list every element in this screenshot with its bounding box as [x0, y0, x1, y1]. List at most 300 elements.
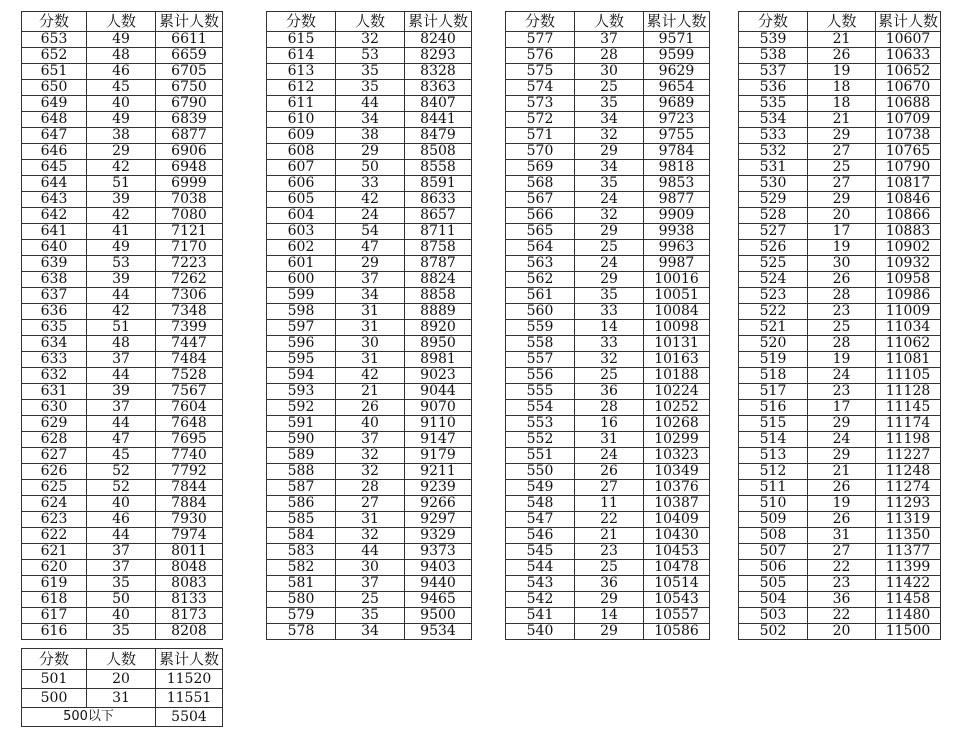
- table-row: [22, 288, 223, 304]
- table-row: [267, 128, 472, 144]
- score-cell: 648: [22, 112, 87, 128]
- cumulative-cell: 10846: [876, 192, 941, 208]
- count-cell: 34: [575, 112, 644, 128]
- cumulative-cell: 11399: [876, 560, 941, 576]
- count-cell: 29: [575, 144, 644, 160]
- table-body: [506, 32, 710, 640]
- below-500-label: 500以下: [22, 708, 156, 727]
- score-cell: 551: [506, 448, 575, 464]
- count-cell: 27: [575, 480, 644, 496]
- table-row: [506, 272, 710, 288]
- table-row: [506, 400, 710, 416]
- score-cell: 593: [267, 384, 336, 400]
- score-cell: 604: [267, 208, 336, 224]
- score-cell: 582: [267, 560, 336, 576]
- score-cell: 622: [22, 528, 87, 544]
- table-row: [739, 112, 941, 128]
- score-cell: 527: [739, 224, 808, 240]
- cumulative-cell: 9629: [644, 64, 710, 80]
- count-cell: 32: [336, 528, 405, 544]
- table-row: [739, 544, 941, 560]
- table-row: [22, 670, 223, 689]
- score-cell: 571: [506, 128, 575, 144]
- count-cell: 49: [87, 112, 156, 128]
- score-cell: 513: [739, 448, 808, 464]
- cumulative-cell: 10902: [876, 240, 941, 256]
- score-cell: 617: [22, 608, 87, 624]
- score-cell: 595: [267, 352, 336, 368]
- count-cell: 35: [336, 64, 405, 80]
- count-cell: 53: [87, 256, 156, 272]
- table-row: [506, 560, 710, 576]
- count-cell: 19: [808, 240, 876, 256]
- table-row: [506, 192, 710, 208]
- count-cell: 49: [87, 240, 156, 256]
- score-cell: 566: [506, 208, 575, 224]
- count-cell: 32: [336, 448, 405, 464]
- score-cell: 510: [739, 496, 808, 512]
- table-row: [267, 32, 472, 48]
- table-row: [267, 64, 472, 80]
- table-row: [22, 64, 223, 80]
- score-cell: 642: [22, 208, 87, 224]
- count-cell: 37: [87, 560, 156, 576]
- count-cell: 50: [87, 592, 156, 608]
- cumulative-cell: 10163: [644, 352, 710, 368]
- count-cell: 32: [575, 208, 644, 224]
- cumulative-cell: 7604: [156, 400, 223, 416]
- score-cell: 607: [267, 160, 336, 176]
- count-cell: 24: [575, 256, 644, 272]
- score-cell: 591: [267, 416, 336, 432]
- table-row: [739, 448, 941, 464]
- cumulative-cell: 7740: [156, 448, 223, 464]
- score-cell: 590: [267, 432, 336, 448]
- cumulative-cell: 10349: [644, 464, 710, 480]
- table-row: [22, 496, 223, 512]
- count-cell: 27: [808, 544, 876, 560]
- header-score: 分数: [506, 12, 575, 32]
- table-row: [506, 512, 710, 528]
- cumulative-cell: 7170: [156, 240, 223, 256]
- score-cell: 629: [22, 416, 87, 432]
- header-cumulative: 累计人数: [644, 12, 710, 32]
- table-row: [22, 304, 223, 320]
- table-row: [22, 464, 223, 480]
- table-row: [506, 80, 710, 96]
- table-row: [22, 592, 223, 608]
- score-cell: 564: [506, 240, 575, 256]
- count-cell: 23: [808, 304, 876, 320]
- score-cell: 507: [739, 544, 808, 560]
- score-cell: 529: [739, 192, 808, 208]
- count-cell: 36: [808, 592, 876, 608]
- count-cell: 44: [336, 544, 405, 560]
- table-row: [22, 624, 223, 640]
- table-row: [506, 368, 710, 384]
- table-row: [506, 608, 710, 624]
- table-row: [506, 208, 710, 224]
- table-row: [267, 400, 472, 416]
- count-cell: 35: [575, 288, 644, 304]
- table-row: [739, 96, 941, 112]
- cumulative-cell: 8711: [405, 224, 472, 240]
- score-table-2: [266, 11, 472, 640]
- score-cell: 620: [22, 560, 87, 576]
- cumulative-cell: 7038: [156, 192, 223, 208]
- cumulative-cell: 11248: [876, 464, 941, 480]
- score-cell: 504: [739, 592, 808, 608]
- score-cell: 553: [506, 416, 575, 432]
- cumulative-cell: 7792: [156, 464, 223, 480]
- table-row: [506, 528, 710, 544]
- cumulative-cell: 9909: [644, 208, 710, 224]
- score-cell: 549: [506, 480, 575, 496]
- cumulative-cell: 7974: [156, 528, 223, 544]
- table-row: [267, 80, 472, 96]
- score-cell: 517: [739, 384, 808, 400]
- count-cell: 48: [87, 336, 156, 352]
- cumulative-cell: 7121: [156, 224, 223, 240]
- cumulative-cell: 11009: [876, 304, 941, 320]
- cumulative-cell: 10986: [876, 288, 941, 304]
- table-row: [22, 352, 223, 368]
- score-cell: 618: [22, 592, 87, 608]
- cumulative-cell: 9044: [405, 384, 472, 400]
- table-row: [739, 48, 941, 64]
- table-row: [739, 128, 941, 144]
- count-cell: 25: [575, 368, 644, 384]
- table-row: [267, 480, 472, 496]
- score-cell: 515: [739, 416, 808, 432]
- count-cell: 44: [87, 528, 156, 544]
- count-cell: 25: [808, 320, 876, 336]
- cumulative-cell: 9023: [405, 368, 472, 384]
- cumulative-cell: 10323: [644, 448, 710, 464]
- score-cell: 594: [267, 368, 336, 384]
- cumulative-cell: 10866: [876, 208, 941, 224]
- cumulative-cell: 11081: [876, 352, 941, 368]
- score-cell: 596: [267, 336, 336, 352]
- score-table-extra: [21, 648, 223, 727]
- score-cell: 628: [22, 432, 87, 448]
- table-row: [267, 448, 472, 464]
- table-row: [506, 32, 710, 48]
- table-row: [506, 256, 710, 272]
- count-cell: 44: [87, 416, 156, 432]
- count-cell: 26: [808, 48, 876, 64]
- count-cell: 25: [575, 80, 644, 96]
- score-cell: 518: [739, 368, 808, 384]
- table-row: [22, 336, 223, 352]
- header-count: 人数: [808, 12, 876, 32]
- count-cell: 39: [87, 272, 156, 288]
- count-cell: 29: [336, 256, 405, 272]
- cumulative-cell: 8858: [405, 288, 472, 304]
- count-cell: 23: [808, 384, 876, 400]
- table-row: [267, 224, 472, 240]
- table-row: [22, 448, 223, 464]
- table-row: [506, 448, 710, 464]
- count-cell: 37: [87, 352, 156, 368]
- table-row: [22, 400, 223, 416]
- score-cell: 524: [739, 272, 808, 288]
- table-row: [739, 480, 941, 496]
- table-row: [267, 592, 472, 608]
- cumulative-cell: 6611: [156, 32, 223, 48]
- cumulative-cell: 10932: [876, 256, 941, 272]
- cumulative-cell: 7695: [156, 432, 223, 448]
- header-score: 分数: [739, 12, 808, 32]
- table-row: [739, 528, 941, 544]
- score-cell: 613: [267, 64, 336, 80]
- table-row: [506, 432, 710, 448]
- score-cell: 589: [267, 448, 336, 464]
- table-row: [22, 256, 223, 272]
- count-cell: 29: [575, 592, 644, 608]
- table-row: [267, 272, 472, 288]
- count-cell: 21: [808, 32, 876, 48]
- cumulative-cell: 7844: [156, 480, 223, 496]
- score-cell: 550: [506, 464, 575, 480]
- cumulative-cell: 11480: [876, 608, 941, 624]
- count-cell: 40: [87, 96, 156, 112]
- cumulative-cell: 10387: [644, 496, 710, 512]
- cumulative-cell: 8133: [156, 592, 223, 608]
- count-cell: 23: [575, 544, 644, 560]
- count-cell: 35: [336, 608, 405, 624]
- count-cell: 33: [336, 176, 405, 192]
- cumulative-cell: 9403: [405, 560, 472, 576]
- count-cell: 37: [336, 272, 405, 288]
- score-cell: 621: [22, 544, 87, 560]
- cumulative-cell: 8083: [156, 576, 223, 592]
- score-cell: 519: [739, 352, 808, 368]
- count-cell: 11: [575, 496, 644, 512]
- table-row: [739, 352, 941, 368]
- cumulative-cell: 10543: [644, 592, 710, 608]
- cumulative-cell: 8558: [405, 160, 472, 176]
- count-cell: 29: [87, 144, 156, 160]
- count-cell: 28: [808, 288, 876, 304]
- score-cell: 572: [506, 112, 575, 128]
- score-cell: 609: [267, 128, 336, 144]
- table-row: [506, 128, 710, 144]
- score-cell: 577: [506, 32, 575, 48]
- count-cell: 18: [808, 80, 876, 96]
- table-row: [22, 576, 223, 592]
- table-row: [267, 512, 472, 528]
- score-cell: 653: [22, 32, 87, 48]
- count-cell: 35: [575, 176, 644, 192]
- cumulative-cell: 9329: [405, 528, 472, 544]
- score-cell: 552: [506, 432, 575, 448]
- score-cell: 631: [22, 384, 87, 400]
- table-row: [739, 464, 941, 480]
- table-row: [22, 272, 223, 288]
- cumulative-cell: 10790: [876, 160, 941, 176]
- score-cell: 559: [506, 320, 575, 336]
- count-cell: 37: [575, 32, 644, 48]
- table-row: [267, 160, 472, 176]
- cumulative-cell: 11500: [876, 624, 941, 640]
- count-cell: 18: [808, 96, 876, 112]
- table-row: [22, 208, 223, 224]
- cumulative-cell: 11551: [156, 689, 223, 708]
- score-cell: 645: [22, 160, 87, 176]
- table-row: [22, 528, 223, 544]
- count-cell: 27: [336, 496, 405, 512]
- cumulative-cell: 6999: [156, 176, 223, 192]
- header-cumulative: 累计人数: [876, 12, 941, 32]
- cumulative-cell: 9266: [405, 496, 472, 512]
- table-row: [739, 32, 941, 48]
- header-score: 分数: [267, 12, 336, 32]
- cumulative-cell: 9500: [405, 608, 472, 624]
- table-row: [506, 240, 710, 256]
- cumulative-cell: 9938: [644, 224, 710, 240]
- table-row: [739, 336, 941, 352]
- count-cell: 37: [87, 544, 156, 560]
- table-row: [739, 496, 941, 512]
- table-row: [506, 416, 710, 432]
- score-cell: 503: [739, 608, 808, 624]
- score-cell: 543: [506, 576, 575, 592]
- cumulative-cell: 7528: [156, 368, 223, 384]
- count-cell: 31: [336, 352, 405, 368]
- cumulative-cell: 8011: [156, 544, 223, 560]
- score-cell: 544: [506, 560, 575, 576]
- table-row: [267, 352, 472, 368]
- table-row: [22, 544, 223, 560]
- score-cell: 602: [267, 240, 336, 256]
- score-cell: 580: [267, 592, 336, 608]
- count-cell: 22: [808, 560, 876, 576]
- score-cell: 537: [739, 64, 808, 80]
- cumulative-cell: 11520: [156, 670, 223, 689]
- score-cell: 637: [22, 288, 87, 304]
- count-cell: 42: [336, 368, 405, 384]
- table-row: [506, 464, 710, 480]
- score-cell: 534: [739, 112, 808, 128]
- count-cell: 35: [336, 80, 405, 96]
- score-cell: 536: [739, 80, 808, 96]
- count-cell: 26: [336, 400, 405, 416]
- count-cell: 35: [87, 624, 156, 640]
- table-row: [506, 288, 710, 304]
- table-row: [739, 288, 941, 304]
- score-cell: 554: [506, 400, 575, 416]
- count-cell: 35: [87, 576, 156, 592]
- cumulative-cell: 9963: [644, 240, 710, 256]
- score-cell: 538: [739, 48, 808, 64]
- count-cell: 14: [575, 608, 644, 624]
- cumulative-cell: 10299: [644, 432, 710, 448]
- score-cell: 561: [506, 288, 575, 304]
- table-row: [506, 544, 710, 560]
- score-cell: 585: [267, 512, 336, 528]
- score-cell: 555: [506, 384, 575, 400]
- score-cell: 635: [22, 320, 87, 336]
- table-row: [506, 176, 710, 192]
- count-cell: 44: [87, 288, 156, 304]
- score-cell: 533: [739, 128, 808, 144]
- count-cell: 40: [87, 608, 156, 624]
- count-cell: 25: [808, 160, 876, 176]
- count-cell: 38: [87, 128, 156, 144]
- score-cell: 634: [22, 336, 87, 352]
- count-cell: 27: [808, 144, 876, 160]
- score-cell: 588: [267, 464, 336, 480]
- cumulative-cell: 10633: [876, 48, 941, 64]
- cumulative-cell: 9853: [644, 176, 710, 192]
- score-cell: 601: [267, 256, 336, 272]
- table-row: [267, 464, 472, 480]
- cumulative-cell: 8824: [405, 272, 472, 288]
- cumulative-cell: 8787: [405, 256, 472, 272]
- header-cumulative: 累计人数: [156, 12, 223, 32]
- cumulative-cell: 9599: [644, 48, 710, 64]
- table-row: [506, 48, 710, 64]
- score-cell: 581: [267, 576, 336, 592]
- cumulative-cell: 10131: [644, 336, 710, 352]
- cumulative-cell: 8591: [405, 176, 472, 192]
- cumulative-cell: 11319: [876, 512, 941, 528]
- table-row: [739, 192, 941, 208]
- count-cell: 45: [87, 80, 156, 96]
- table-row: [22, 224, 223, 240]
- score-cell: 624: [22, 496, 87, 512]
- score-cell: 612: [267, 80, 336, 96]
- table-row: [267, 336, 472, 352]
- table-body: [22, 32, 223, 640]
- cumulative-cell: 8048: [156, 560, 223, 576]
- score-cell: 512: [739, 464, 808, 480]
- count-cell: 48: [87, 48, 156, 64]
- count-cell: 25: [575, 560, 644, 576]
- cumulative-cell: 10084: [644, 304, 710, 320]
- table-row: [22, 48, 223, 64]
- table-row: [506, 592, 710, 608]
- cumulative-cell: 11422: [876, 576, 941, 592]
- score-cell: 505: [739, 576, 808, 592]
- table-row: [739, 560, 941, 576]
- cumulative-cell: 9070: [405, 400, 472, 416]
- score-cell: 610: [267, 112, 336, 128]
- score-cell: 514: [739, 432, 808, 448]
- count-cell: 34: [575, 160, 644, 176]
- count-cell: 42: [336, 192, 405, 208]
- cumulative-cell: 9571: [644, 32, 710, 48]
- count-cell: 31: [336, 512, 405, 528]
- score-cell: 584: [267, 528, 336, 544]
- table-row: [22, 384, 223, 400]
- score-cell: 615: [267, 32, 336, 48]
- cumulative-cell: 7884: [156, 496, 223, 512]
- count-cell: 40: [87, 496, 156, 512]
- score-cell: 528: [739, 208, 808, 224]
- cumulative-cell: 8441: [405, 112, 472, 128]
- score-cell: 616: [22, 624, 87, 640]
- cumulative-cell: 9147: [405, 432, 472, 448]
- cumulative-cell: 6750: [156, 80, 223, 96]
- score-table-1: [21, 11, 223, 640]
- count-cell: 39: [87, 192, 156, 208]
- cumulative-cell: 11105: [876, 368, 941, 384]
- count-cell: 52: [87, 480, 156, 496]
- cumulative-cell: 9784: [644, 144, 710, 160]
- count-cell: 37: [336, 432, 405, 448]
